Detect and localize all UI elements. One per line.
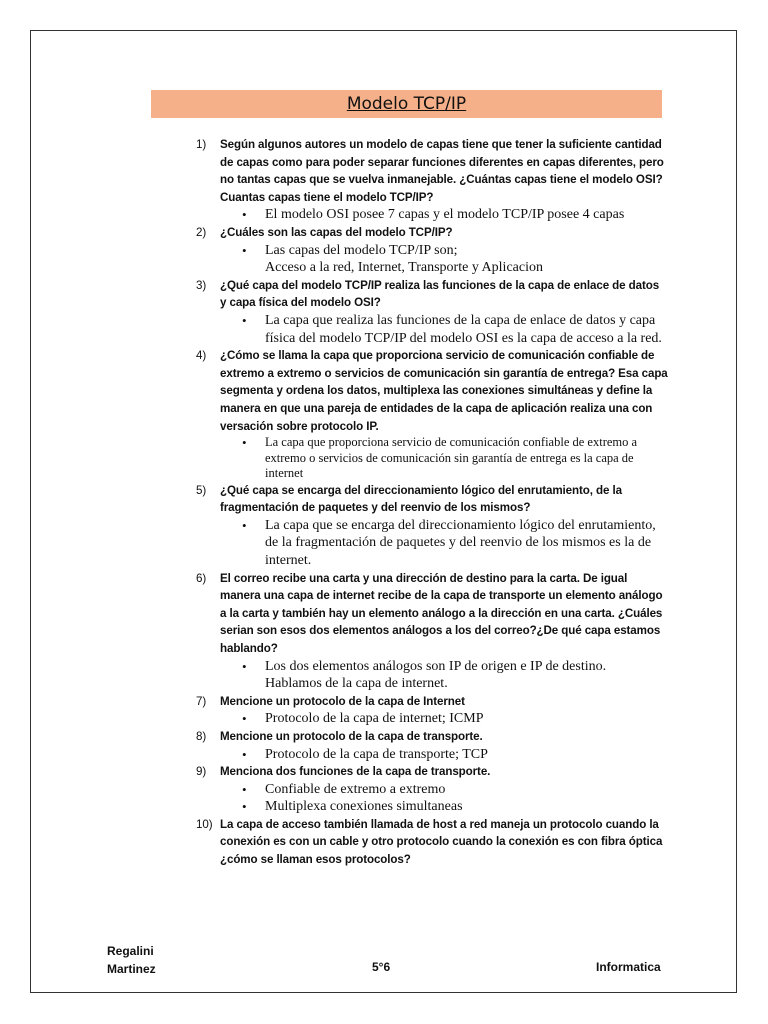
answer-text: La capa que proporciona servicio de comunicación confiable de extremo a extremo o servicios de comunicación sin garantía de entrega es la capa de internet: [265, 435, 638, 481]
question-item: [196, 277, 668, 312]
question-item: [196, 136, 668, 206]
question-number: 8): [196, 729, 207, 743]
answer-item: [242, 746, 668, 764]
question-number: 10): [196, 817, 213, 831]
answer-text: Multiplexa conexiones simultaneas: [265, 799, 463, 815]
question-text: El correo recibe una carta y una dirección de destino para la carta. De igual manera una capa de internet recibe de la capa de transporte un elemento análogo a la carta y también hay un elemento análogo a la dirección en una carta. ¿Cuáles serian son esos dos elementos análogos a los del correo?¿De qué capa estamos hablando?: [220, 571, 663, 655]
bullet-icon: •: [242, 517, 247, 533]
question-number: 6): [196, 571, 207, 585]
question-text: ¿Cómo se llama la capa que proporciona servicio de comunicación confiable de extremo a extremo o servicios de comunicación sin garantía de entrega? Esa capa segmenta y ordena los datos, multiplexa las conexiones simultáneas y define la manera en que una pareja de entidades de la capa de aplicación realiza una con versación sobre protocolo IP.: [220, 349, 668, 433]
question-number: 2): [196, 225, 207, 239]
answer-text: Los dos elementos análogos son IP de origen e IP de destino. Hablamos de la capa de internet.: [265, 658, 607, 692]
bullet-icon: •: [242, 711, 247, 727]
footer-author: [107, 942, 156, 978]
question-text: Mencione un protocolo de la capa de Internet: [220, 694, 465, 708]
question-text: Según algunos autores un modelo de capas tiene que tener la suficiente cantidad de capas como para poder separar funciones diferentes en capas diferentes, pero no tantas capas que se vuelva inmanejable. ¿Cuántas capas tiene el modelo OSI? Cuantas capas tiene el modelo TCP/IP?: [220, 138, 664, 204]
question-list: [196, 136, 668, 869]
footer-author-line2: Martinez: [107, 962, 156, 976]
question-item: [196, 693, 668, 711]
question-text: Mencione un protocolo de la capa de transporte.: [220, 729, 483, 743]
question-number: 9): [196, 765, 207, 779]
question-text: ¿Cuáles son las capas del modelo TCP/IP?: [220, 225, 453, 239]
bullet-icon: •: [242, 242, 247, 258]
answer-list: [242, 517, 668, 570]
answer-list: [242, 781, 668, 816]
bullet-icon: •: [242, 658, 247, 674]
answer-list: [242, 312, 668, 347]
answer-item: [242, 435, 668, 482]
answer-text: La capa que realiza las funciones de la capa de enlace de datos y capa física del modelo TCP/IP del modelo OSI es la capa de acceso a la red.: [265, 312, 662, 346]
answer-item: [242, 517, 668, 570]
answer-list: [242, 658, 668, 693]
answer-list: [242, 746, 668, 764]
answer-list: [242, 206, 668, 224]
question-number: 3): [196, 278, 207, 292]
answer-item: [242, 710, 668, 728]
bullet-icon: •: [242, 746, 247, 762]
bullet-icon: •: [242, 207, 247, 223]
question-number: 7): [196, 694, 207, 708]
answer-text: Confiable de extremo a extremo: [265, 781, 446, 797]
answer-text: El modelo OSI posee 7 capas y el modelo TCP/IP posee 4 capas: [265, 207, 625, 223]
question-item: [196, 728, 668, 746]
title-banner: [151, 90, 662, 118]
question-text: La capa de acceso también llamada de host a red maneja un protocolo cuando la conexión es con un cable y otro protocolo cuando la conexión es con fibra óptica ¿cómo se llaman esos protocolos?: [220, 817, 663, 867]
question-number: 1): [196, 138, 207, 151]
answer-text: Protocolo de la capa de transporte; TCP: [265, 746, 488, 762]
answer-item: [242, 242, 668, 277]
answer-item: [242, 312, 668, 347]
answer-item: [242, 658, 668, 693]
question-text: Menciona dos funciones de la capa de transporte.: [220, 765, 491, 779]
footer-grade: 5°6: [372, 960, 391, 974]
bullet-icon: •: [242, 799, 247, 815]
page-title: Modelo TCP/IP: [346, 94, 467, 114]
question-number: 5): [196, 483, 207, 497]
question-text: ¿Qué capa se encarga del direccionamiento lógico del enrutamiento, de la fragmentación de paquetes y del reenvio de los mismos?: [220, 483, 622, 515]
footer-subject: Informatica: [596, 960, 661, 974]
bullet-icon: •: [242, 312, 247, 328]
bullet-icon: •: [242, 781, 247, 797]
question-item: [196, 482, 668, 517]
answer-text: Las capas del modelo TCP/IP son; Acceso a la red, Internet, Transporte y Aplicacion: [265, 242, 543, 276]
answer-item: [242, 798, 668, 816]
answer-item: [242, 781, 668, 799]
answer-text: La capa que se encarga del direccionamiento lógico del enrutamiento, de la fragmentación de paquetes y del reenvio de los mismos es la de internet.: [265, 517, 656, 568]
answer-list: [242, 242, 668, 277]
answer-item: [242, 206, 668, 224]
question-text: ¿Qué capa del modelo TCP/IP realiza las funciones de la capa de enlace de datos y capa física del modelo OSI?: [220, 278, 660, 310]
footer-author-line1: Regalini: [107, 944, 154, 958]
bullet-icon: •: [242, 435, 247, 451]
question-item: [196, 816, 668, 869]
answer-list: [242, 435, 668, 482]
question-item: [196, 347, 668, 435]
question-item: [196, 570, 668, 658]
question-item: [196, 224, 668, 242]
answer-text: Protocolo de la capa de internet; ICMP: [265, 711, 484, 727]
question-number: 4): [196, 349, 207, 363]
answer-list: [242, 710, 668, 728]
question-item: [196, 763, 668, 781]
